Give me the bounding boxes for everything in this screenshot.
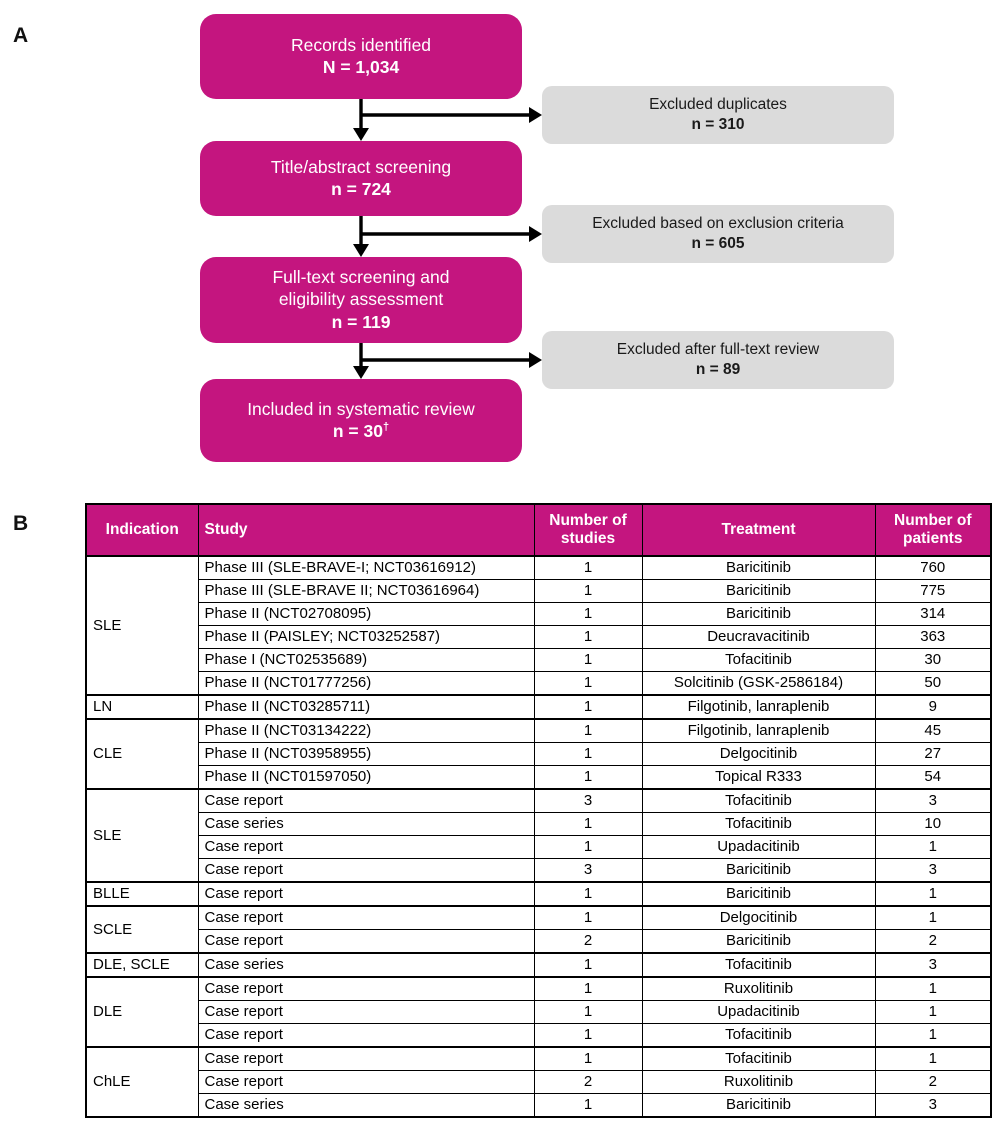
table-row xyxy=(86,1001,991,1024)
num-patients-cell: 1 xyxy=(875,906,991,930)
study-cell: Case report xyxy=(198,1047,534,1071)
indication-cell: LN xyxy=(86,695,198,719)
arrowhead-right-2 xyxy=(529,226,542,242)
num-patients-cell: 3 xyxy=(875,859,991,883)
num-patients-cell: 1 xyxy=(875,1047,991,1071)
study-cell: Case report xyxy=(198,836,534,859)
num-studies-cell: 2 xyxy=(534,1071,642,1094)
study-cell: Case series xyxy=(198,1094,534,1118)
flow-box-value: N = 1,034 xyxy=(322,57,400,78)
table-row xyxy=(86,977,991,1001)
num-patients-cell: 1 xyxy=(875,1001,991,1024)
study-cell: Phase II (NCT01777256) xyxy=(198,672,534,696)
flow-box-value: n = 119 xyxy=(331,311,391,332)
ex-box-line: Excluded duplicates xyxy=(649,95,787,113)
indication-cell: SLE xyxy=(86,556,198,695)
num-studies-cell: 1 xyxy=(534,882,642,906)
num-patients-cell: 50 xyxy=(875,672,991,696)
flow-box-line: Included in systematic review xyxy=(247,398,475,419)
treatment-cell: Baricitinib xyxy=(642,882,875,906)
treatment-cell: Solcitinib (GSK-2586184) xyxy=(642,672,875,696)
table-row xyxy=(86,882,991,906)
table-row xyxy=(86,789,991,813)
num-patients-cell: 9 xyxy=(875,695,991,719)
num-studies-cell: 1 xyxy=(534,556,642,580)
num-patients-cell: 760 xyxy=(875,556,991,580)
study-cell: Case report xyxy=(198,882,534,906)
treatment-cell: Deucravacitinib xyxy=(642,626,875,649)
num-studies-cell: 1 xyxy=(534,626,642,649)
flow-box-value: n = 724 xyxy=(331,179,391,200)
num-studies-cell: 1 xyxy=(534,695,642,719)
treatment-cell: Topical R333 xyxy=(642,766,875,790)
table-row xyxy=(86,719,991,743)
arrowhead-right-3 xyxy=(529,352,542,368)
table-row xyxy=(86,836,991,859)
table-row xyxy=(86,743,991,766)
study-cell: Phase I (NCT02535689) xyxy=(198,649,534,672)
arrowhead-down-3 xyxy=(353,366,369,379)
treatment-cell: Tofacitinib xyxy=(642,953,875,977)
flow-box-value: n = 30† xyxy=(332,421,390,442)
num-patients-cell: 30 xyxy=(875,649,991,672)
treatment-cell: Baricitinib xyxy=(642,1094,875,1118)
study-cell: Phase II (PAISLEY; NCT03252587) xyxy=(198,626,534,649)
indication-cell: CLE xyxy=(86,719,198,789)
num-patients-cell: 1 xyxy=(875,977,991,1001)
study-cell: Phase II (NCT03134222) xyxy=(198,719,534,743)
study-cell: Phase II (NCT03958955) xyxy=(198,743,534,766)
num-patients-cell: 3 xyxy=(875,789,991,813)
num-studies-cell: 1 xyxy=(534,719,642,743)
num-studies-cell: 1 xyxy=(534,977,642,1001)
num-patients-cell: 3 xyxy=(875,1094,991,1118)
study-cell: Phase II (NCT01597050) xyxy=(198,766,534,790)
study-cell: Case report xyxy=(198,1001,534,1024)
flow-arrows xyxy=(0,0,1000,480)
header-treatment: Treatment xyxy=(642,504,875,556)
treatment-cell: Filgotinib, lanraplenib xyxy=(642,719,875,743)
study-table xyxy=(85,503,992,1118)
num-patients-cell: 1 xyxy=(875,882,991,906)
table-row xyxy=(86,906,991,930)
table-row xyxy=(86,649,991,672)
study-cell: Case report xyxy=(198,977,534,1001)
ex-box-value: n = 605 xyxy=(691,235,745,252)
flow-box-line: Title/abstract screening xyxy=(270,156,452,177)
treatment-cell: Tofacitinib xyxy=(642,789,875,813)
table-row xyxy=(86,813,991,836)
num-patients-cell: 2 xyxy=(875,1071,991,1094)
table-header-row xyxy=(86,504,991,556)
table-row xyxy=(86,859,991,883)
flow-box-line: Full-text screening and xyxy=(272,267,450,288)
study-cell: Phase II (NCT02708095) xyxy=(198,603,534,626)
treatment-cell: Filgotinib, lanraplenib xyxy=(642,695,875,719)
table-row xyxy=(86,603,991,626)
table-row xyxy=(86,556,991,580)
num-studies-cell: 1 xyxy=(534,906,642,930)
num-studies-cell: 2 xyxy=(534,930,642,954)
treatment-cell: Baricitinib xyxy=(642,859,875,883)
study-cell: Case series xyxy=(198,953,534,977)
ex-box-line: Excluded after full-text review xyxy=(616,340,820,358)
num-studies-cell: 1 xyxy=(534,1024,642,1048)
treatment-cell: Baricitinib xyxy=(642,930,875,954)
num-patients-cell: 2 xyxy=(875,930,991,954)
indication-cell: SLE xyxy=(86,789,198,882)
table-row xyxy=(86,580,991,603)
treatment-cell: Tofacitinib xyxy=(642,1047,875,1071)
table-row xyxy=(86,626,991,649)
num-patients-cell: 27 xyxy=(875,743,991,766)
indication-cell: ChLE xyxy=(86,1047,198,1117)
num-patients-cell: 54 xyxy=(875,766,991,790)
study-cell: Phase III (SLE-BRAVE II; NCT03616964) xyxy=(198,580,534,603)
study-cell: Case report xyxy=(198,930,534,954)
panel-b-label: B xyxy=(13,512,29,535)
num-studies-cell: 3 xyxy=(534,789,642,813)
num-patients-cell: 314 xyxy=(875,603,991,626)
table-row xyxy=(86,930,991,954)
study-cell: Case report xyxy=(198,859,534,883)
header-indication: Indication xyxy=(86,504,198,556)
dagger-symbol: † xyxy=(382,421,390,434)
num-studies-cell: 1 xyxy=(534,1094,642,1118)
table-row xyxy=(86,766,991,790)
num-studies-cell: 1 xyxy=(534,766,642,790)
arrowhead-down-2 xyxy=(353,244,369,257)
study-cell: Case report xyxy=(198,906,534,930)
study-cell: Case report xyxy=(198,1071,534,1094)
treatment-cell: Delgocitinib xyxy=(642,743,875,766)
table-row xyxy=(86,1071,991,1094)
treatment-cell: Baricitinib xyxy=(642,556,875,580)
num-patients-cell: 775 xyxy=(875,580,991,603)
indication-cell: SCLE xyxy=(86,906,198,953)
num-studies-cell: 1 xyxy=(534,836,642,859)
flow-box-line: Records identified xyxy=(290,34,432,55)
treatment-cell: Baricitinib xyxy=(642,580,875,603)
study-cell: Phase II (NCT03285711) xyxy=(198,695,534,719)
header-number-of-studies: Number of studies xyxy=(534,504,642,556)
treatment-cell: Tofacitinib xyxy=(642,1024,875,1048)
table-row xyxy=(86,953,991,977)
num-studies-cell: 1 xyxy=(534,580,642,603)
num-patients-cell: 45 xyxy=(875,719,991,743)
treatment-cell: Ruxolitinib xyxy=(642,977,875,1001)
indication-cell: BLLE xyxy=(86,882,198,906)
table-row xyxy=(86,672,991,696)
num-studies-cell: 1 xyxy=(534,672,642,696)
ex-box-line: Excluded based on exclusion criteria xyxy=(592,214,844,232)
treatment-cell: Tofacitinib xyxy=(642,649,875,672)
indication-cell: DLE xyxy=(86,977,198,1047)
treatment-cell: Upadacitinib xyxy=(642,1001,875,1024)
num-patients-cell: 10 xyxy=(875,813,991,836)
table-row xyxy=(86,695,991,719)
ex-box-value: n = 89 xyxy=(695,361,741,378)
treatment-cell: Delgocitinib xyxy=(642,906,875,930)
num-patients-cell: 363 xyxy=(875,626,991,649)
flow-box-line: eligibility assessment xyxy=(278,289,444,310)
study-cell: Case report xyxy=(198,1024,534,1048)
num-studies-cell: 1 xyxy=(534,743,642,766)
panel-a-label: A xyxy=(13,24,29,47)
arrowhead-down-1 xyxy=(353,128,369,141)
num-patients-cell: 1 xyxy=(875,836,991,859)
num-studies-cell: 3 xyxy=(534,859,642,883)
num-studies-cell: 1 xyxy=(534,1001,642,1024)
num-studies-cell: 1 xyxy=(534,603,642,626)
table-row xyxy=(86,1047,991,1071)
num-studies-cell: 1 xyxy=(534,649,642,672)
table-row xyxy=(86,1024,991,1048)
treatment-cell: Ruxolitinib xyxy=(642,1071,875,1094)
ex-box-value: n = 310 xyxy=(691,116,745,133)
num-studies-cell: 1 xyxy=(534,1047,642,1071)
treatment-cell: Baricitinib xyxy=(642,603,875,626)
num-patients-cell: 3 xyxy=(875,953,991,977)
header-number-of-patients: Number of patients xyxy=(875,504,991,556)
study-cell: Phase III (SLE-BRAVE-I; NCT03616912) xyxy=(198,556,534,580)
indication-cell: DLE, SCLE xyxy=(86,953,198,977)
treatment-cell: Upadacitinib xyxy=(642,836,875,859)
table-row xyxy=(86,1094,991,1118)
num-studies-cell: 1 xyxy=(534,953,642,977)
header-study: Study xyxy=(198,504,534,556)
study-cell: Case series xyxy=(198,813,534,836)
num-patients-cell: 1 xyxy=(875,1024,991,1048)
study-cell: Case report xyxy=(198,789,534,813)
arrowhead-right-1 xyxy=(529,107,542,123)
num-studies-cell: 1 xyxy=(534,813,642,836)
treatment-cell: Tofacitinib xyxy=(642,813,875,836)
